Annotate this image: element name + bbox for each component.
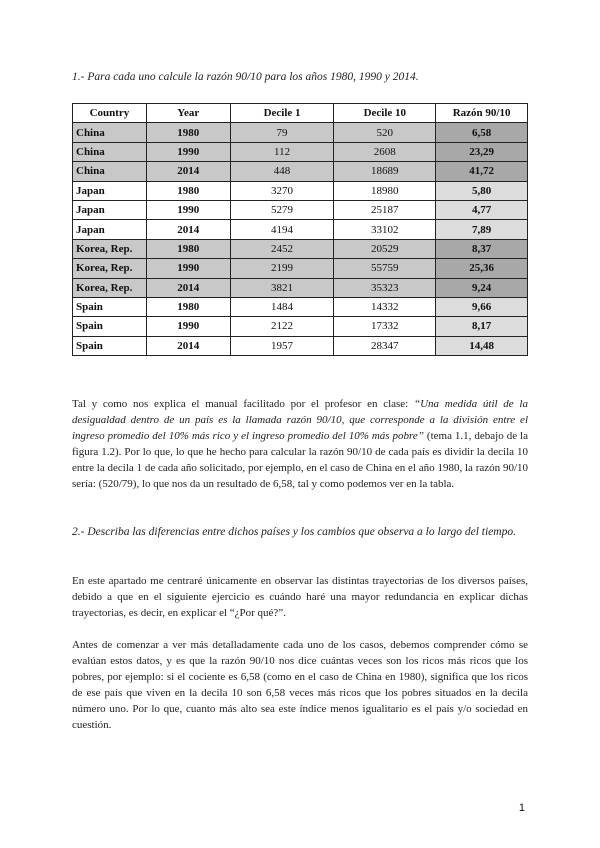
cell-ratio: 9,24: [436, 278, 528, 297]
cell-year: 1990: [146, 317, 230, 336]
table-row: [73, 142, 528, 161]
cell-country: Korea, Rep.: [73, 239, 147, 258]
cell-decile-10: 20529: [334, 239, 436, 258]
table-row: [73, 162, 528, 181]
cell-decile-10: 14332: [334, 297, 436, 316]
cell-decile-1: 5279: [230, 200, 334, 219]
header-decile-1: Decile 1: [230, 104, 334, 123]
cell-year: 1980: [146, 123, 230, 142]
cell-year: 2014: [146, 278, 230, 297]
paragraph-1-intro: Tal y como nos explica el manual facilitado por el profesor en clase:: [72, 398, 414, 410]
cell-ratio: 8,37: [436, 239, 528, 258]
cell-ratio: 23,29: [436, 142, 528, 161]
cell-decile-1: 2122: [230, 317, 334, 336]
cell-decile-1: 2199: [230, 259, 334, 278]
table-row: [73, 259, 528, 278]
table-row: [73, 220, 528, 239]
cell-decile-1: 3821: [230, 278, 334, 297]
cell-ratio: 25,36: [436, 259, 528, 278]
paragraph-evaluation: Antes de comenzar a ver más detalladamente cada uno de los casos, debemos comprender cómo se evalúan estos datos, y es que la razón 90/10 nos dice cuántas veces son los ricos más ricos que los pobres, por ejemplo: si el cociente es 6,58 (como en el caso de China en 1980), significa que los ricos de ese país que viven en la decila 10 son 6,58 veces más ricos que los pobres situados en la decila número uno. Por lo que, cuanto más alto sea este índice menos igualitario es el país y/o sociedad en cuestión.: [72, 639, 528, 731]
table-row: [73, 278, 528, 297]
cell-decile-10: 2608: [334, 142, 436, 161]
cell-ratio: 8,17: [436, 317, 528, 336]
cell-decile-1: 3270: [230, 181, 334, 200]
cell-year: 1990: [146, 259, 230, 278]
cell-decile-1: 1484: [230, 297, 334, 316]
cell-country: China: [73, 123, 147, 142]
cell-decile-10: 520: [334, 123, 436, 142]
cell-country: Spain: [73, 297, 147, 316]
cell-ratio: 41,72: [436, 162, 528, 181]
cell-decile-10: 33102: [334, 220, 436, 239]
cell-decile-10: 55759: [334, 259, 436, 278]
cell-year: 1980: [146, 181, 230, 200]
cell-ratio: 4,77: [436, 200, 528, 219]
cell-country: Japan: [73, 181, 147, 200]
cell-country: Spain: [73, 317, 147, 336]
cell-decile-1: 448: [230, 162, 334, 181]
table-header-row: [73, 104, 528, 123]
table-row: [73, 297, 528, 316]
cell-decile-1: 4194: [230, 220, 334, 239]
cell-country: Spain: [73, 336, 147, 355]
table-row: [73, 239, 528, 258]
cell-country: China: [73, 162, 147, 181]
cell-ratio: 6,58: [436, 123, 528, 142]
cell-decile-1: 112: [230, 142, 334, 161]
cell-decile-1: 79: [230, 123, 334, 142]
table-row: [73, 200, 528, 219]
cell-ratio: 9,66: [436, 297, 528, 316]
header-country: Country: [73, 104, 147, 123]
cell-year: 2014: [146, 336, 230, 355]
cell-decile-1: 2452: [230, 239, 334, 258]
cell-decile-10: 18980: [334, 181, 436, 200]
cell-ratio: 14,48: [436, 336, 528, 355]
table-row: [73, 123, 528, 142]
cell-year: 1980: [146, 239, 230, 258]
cell-year: 1980: [146, 297, 230, 316]
cell-ratio: 5,80: [436, 181, 528, 200]
table-row: [73, 336, 528, 355]
table-body: [73, 123, 528, 356]
paragraph-manual-quote: [72, 396, 528, 492]
cell-decile-10: 28347: [334, 336, 436, 355]
cell-country: Korea, Rep.: [73, 259, 147, 278]
question-1-heading: 1.- Para cada uno calcule la razón 90/10 para los años 1980, 1990 y 2014.: [72, 71, 419, 83]
paragraph-trajectories: En este apartado me centraré únicamente en observar las distintas trayectorias de los diversos países, debido a que en el siguiente ejercicio es cuándo haré una mayor redundancia en explicar dichas trayectorias, es decir, en explicar el “¿Por qué?”.: [72, 575, 528, 619]
cell-ratio: 7,89: [436, 220, 528, 239]
table-row: [73, 181, 528, 200]
header-ratio: Razón 90/10: [436, 104, 528, 123]
cell-country: Japan: [73, 200, 147, 219]
cell-decile-1: 1957: [230, 336, 334, 355]
table-row: [73, 317, 528, 336]
page-number: 1: [518, 802, 525, 814]
cell-decile-10: 17332: [334, 317, 436, 336]
cell-year: 1990: [146, 200, 230, 219]
cell-decile-10: 35323: [334, 278, 436, 297]
paragraph-1-rest: (tema 1.1, debajo de la figura 1.2). Por lo que, lo que he hecho para calcular la razón 90/10 de cada país es dividir la decila 10 entre la decila 1 de cada año solicitado, por ejemplo, en el caso de China en el año 1980, la razón 90/10 sería: (520/79), lo que nos da un resultado de 6,58, tal y como podemos ver en la tabla.: [72, 430, 528, 490]
cell-country: Japan: [73, 220, 147, 239]
paragraph-1-quote: “Una medida útil de la desigualdad dentro de un país es la llamada razón 90/10, que corresponde a la división entre el ingreso promedio del 10% más rico y el ingreso promedio del 10% más pobre”: [72, 398, 528, 442]
cell-decile-10: 25187: [334, 200, 436, 219]
cell-year: 2014: [146, 162, 230, 181]
header-year: Year: [146, 104, 230, 123]
ratio-table: [72, 103, 528, 356]
question-2-heading: 2.- Describa las diferencias entre dichos países y los cambios que observa a lo largo del tiempo.: [72, 526, 516, 538]
cell-country: Korea, Rep.: [73, 278, 147, 297]
cell-country: China: [73, 142, 147, 161]
cell-decile-10: 18689: [334, 162, 436, 181]
cell-year: 1990: [146, 142, 230, 161]
cell-year: 2014: [146, 220, 230, 239]
header-decile-10: Decile 10: [334, 104, 436, 123]
